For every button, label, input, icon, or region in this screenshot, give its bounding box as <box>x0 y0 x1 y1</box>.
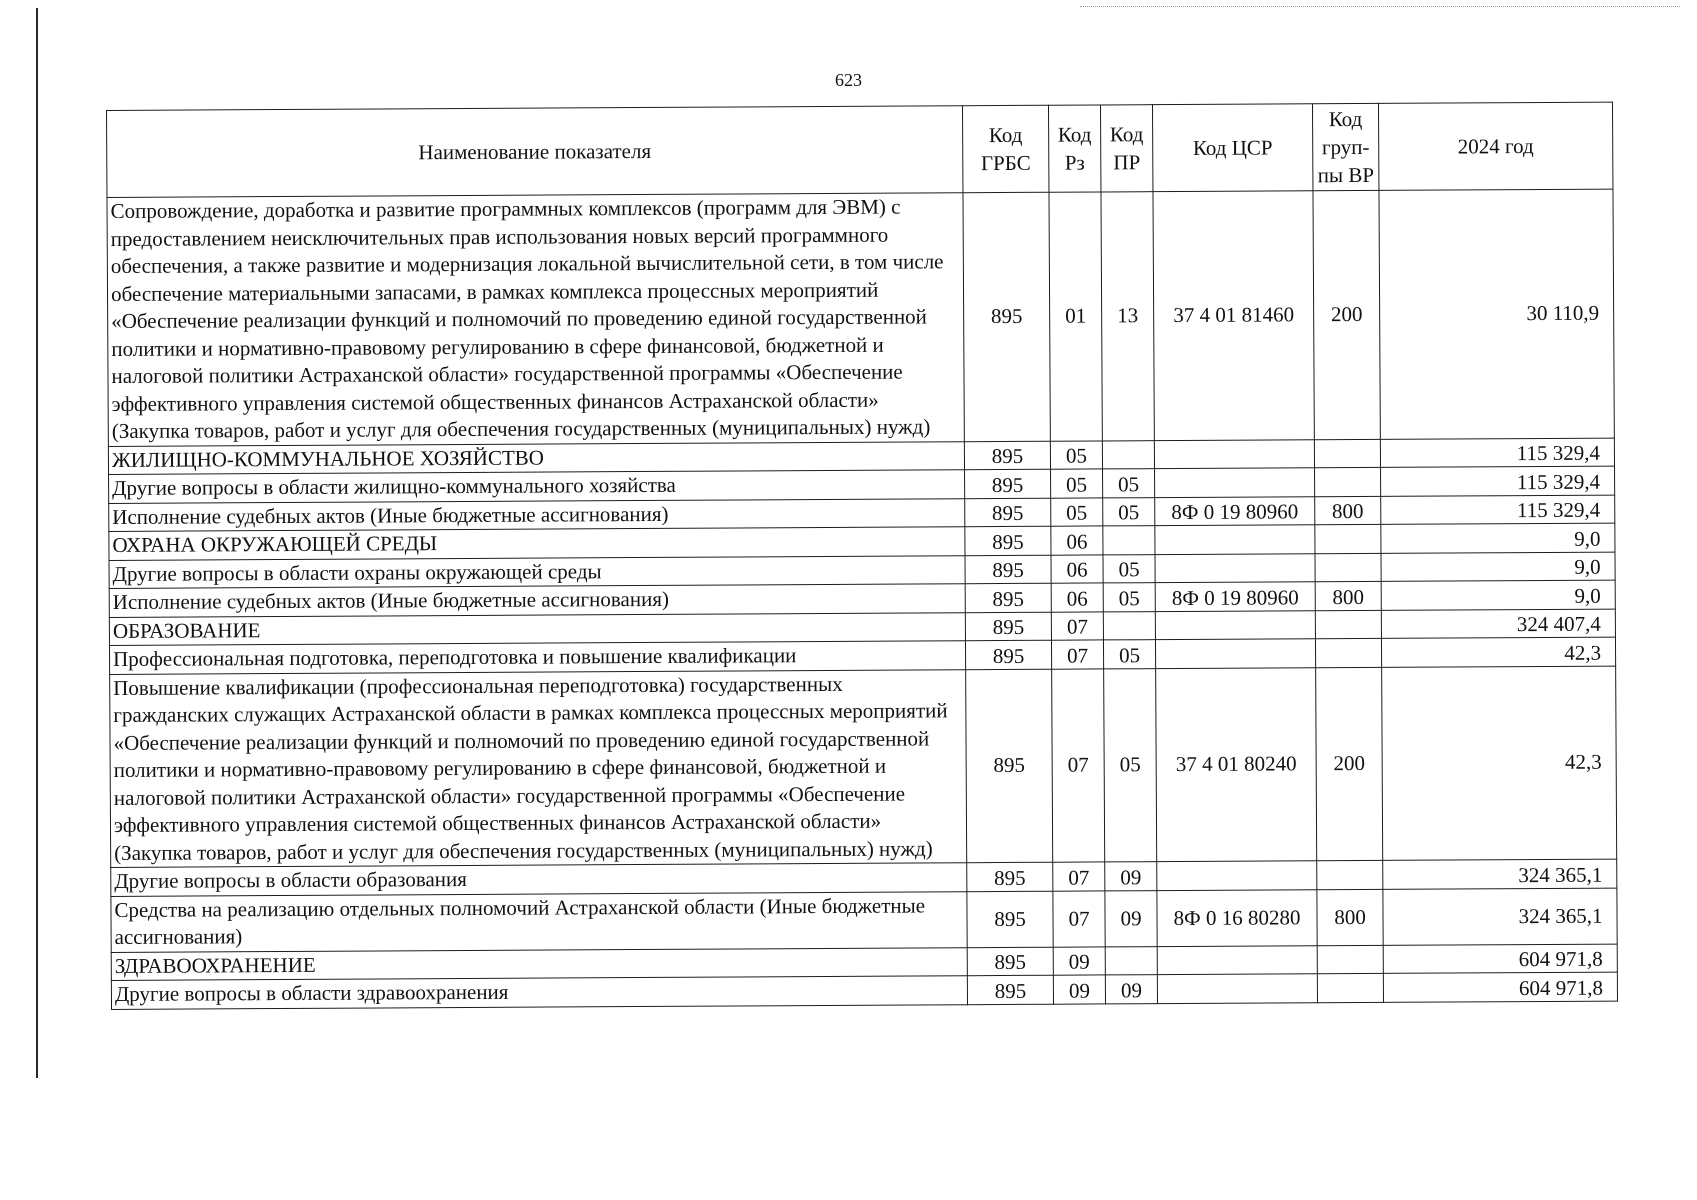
row-name: Средства на реализацию отдельных полномочий Астраханской области (Иные бюджетные ассигнования) <box>111 891 967 952</box>
row-csr: 8Ф 0 16 80280 <box>1157 889 1317 946</box>
row-pr: 05 <box>1103 640 1155 669</box>
row-csr <box>1155 610 1315 639</box>
row-grbs: 895 <box>967 947 1053 976</box>
row-amount: 604 971,8 <box>1383 944 1617 974</box>
header-name: Наименование показателя <box>107 106 963 198</box>
row-grbs: 895 <box>964 441 1050 470</box>
row-csr <box>1155 525 1315 554</box>
row-pr <box>1105 946 1157 975</box>
header-pr: Код ПР <box>1100 105 1152 192</box>
row-vr <box>1317 945 1383 974</box>
table-row <box>110 666 1617 868</box>
row-csr <box>1155 639 1315 668</box>
row-rz: 05 <box>1051 469 1103 498</box>
header-grbs: Код ГРБС <box>962 105 1048 192</box>
row-grbs: 895 <box>966 669 1053 863</box>
row-vr <box>1315 610 1381 639</box>
row-name: Другие вопросы в области охраны окружающей среды <box>109 555 965 588</box>
row-csr <box>1155 553 1315 582</box>
row-grbs: 895 <box>965 469 1051 498</box>
row-pr: 05 <box>1103 469 1155 498</box>
row-amount: 9,0 <box>1381 580 1615 610</box>
row-csr: 37 4 01 80240 <box>1156 667 1317 861</box>
row-rz: 09 <box>1053 946 1105 975</box>
row-vr <box>1315 524 1381 553</box>
row-grbs: 895 <box>967 862 1053 891</box>
row-rz: 07 <box>1051 640 1103 669</box>
row-pr: 09 <box>1105 975 1157 1004</box>
row-vr: 800 <box>1317 889 1383 945</box>
page-number: 623 <box>835 70 862 90</box>
row-vr: 800 <box>1315 581 1381 610</box>
row-pr: 09 <box>1105 890 1157 946</box>
row-vr: 200 <box>1316 667 1383 861</box>
row-vr: 200 <box>1313 190 1380 439</box>
row-csr: 8Ф 0 19 80960 <box>1155 582 1315 611</box>
row-vr <box>1314 439 1380 468</box>
row-pr <box>1103 611 1155 640</box>
row-vr: 800 <box>1315 496 1381 525</box>
row-amount: 324 407,4 <box>1381 609 1615 639</box>
row-pr <box>1102 440 1154 469</box>
row-pr: 05 <box>1104 668 1157 862</box>
row-pr: 13 <box>1101 192 1154 441</box>
header-vr: Код груп-пы ВР <box>1312 103 1378 190</box>
row-name: Другие вопросы в области здравоохранения <box>111 976 967 1009</box>
row-grbs: 895 <box>965 583 1051 612</box>
row-rz: 06 <box>1051 583 1103 612</box>
row-rz: 07 <box>1052 668 1105 862</box>
row-rz: 06 <box>1051 554 1103 583</box>
row-csr <box>1157 945 1317 974</box>
header-year: 2024 год <box>1378 102 1612 190</box>
row-name: ЗДРАВООХРАНЕНИЕ <box>111 947 967 980</box>
row-grbs: 895 <box>965 498 1051 527</box>
row-pr: 05 <box>1103 554 1155 583</box>
budget-table <box>106 102 1618 1010</box>
row-amount: 115 329,4 <box>1381 466 1615 496</box>
row-vr <box>1317 860 1383 889</box>
row-grbs: 895 <box>965 555 1051 584</box>
row-csr <box>1157 861 1317 890</box>
row-grbs: 895 <box>965 640 1051 669</box>
row-grbs: 895 <box>963 192 1050 441</box>
row-pr: 05 <box>1103 583 1155 612</box>
row-grbs: 895 <box>965 526 1051 555</box>
row-pr: 05 <box>1103 497 1155 526</box>
row-name: Исполнение судебных актов (Иные бюджетные ассигнования) <box>109 498 965 531</box>
row-csr <box>1157 974 1317 1003</box>
row-amount: 42,3 <box>1381 637 1615 667</box>
row-name: Сопровождение, доработка и развитие программных комплексов (программ для ЭВМ) с предоставлением неисключительных прав использования новых версий программного обеспечения, а также развитие и модернизация локальной вычислительной сети, в том числе обеспечение материальными запасами, в рамках комплекса процессных мероприятий «Обеспечение реализации функций и полномочий по проведению единой государственной политики и нормативно-правовому регулированию в сфере финансовой, бюджетной и налоговой политики Астраханской области» государственной программы «Обеспечение эффективного управления системой общественных финансов Астраханской области» (Закупка товаров, работ и услуг для обеспечения государственных (муниципальных) нужд) <box>107 193 964 446</box>
row-vr <box>1317 973 1383 1002</box>
row-rz: 07 <box>1051 611 1103 640</box>
scan-dotted-edge <box>1080 6 1680 7</box>
row-name: Исполнение судебных актов (Иные бюджетные ассигнования) <box>109 584 965 617</box>
row-amount: 115 329,4 <box>1380 438 1614 468</box>
row-amount: 42,3 <box>1382 666 1617 861</box>
row-pr <box>1103 526 1155 555</box>
row-grbs: 895 <box>967 891 1053 947</box>
row-amount: 324 365,1 <box>1383 888 1617 945</box>
row-name: Повышение квалификации (профессиональная переподготовка) государственных гражданских служащих Астраханской области в рамках комплекса процессных мероприятий «Обеспечение реализации функций и полномочий по проведению единой государственной политики и нормативно-правовому регулированию в сфере финансовой, бюджетной и налоговой политики Астраханской области» государственной программы «Обеспечение эффективного управления системой общественных финансов Астраханской области» (Закупка товаров, работ и услуг для обеспечения государственных (муниципальных) нужд) <box>110 669 967 867</box>
table-row <box>111 888 1617 952</box>
row-rz: 09 <box>1053 975 1105 1004</box>
row-amount: 9,0 <box>1381 552 1615 582</box>
row-amount: 9,0 <box>1381 523 1615 553</box>
row-csr: 8Ф 0 19 80960 <box>1155 496 1315 525</box>
row-csr: 37 4 01 81460 <box>1153 191 1314 440</box>
row-csr <box>1155 468 1315 497</box>
header-csr: Код ЦСР <box>1152 104 1312 192</box>
header-row <box>107 102 1613 197</box>
row-rz: 07 <box>1053 862 1105 891</box>
row-name: ОБРАЗОВАНИЕ <box>109 612 965 645</box>
row-name: ОХРАНА ОКРУЖАЮЩЕЙ СРЕДЫ <box>109 527 965 560</box>
row-vr <box>1315 553 1381 582</box>
row-name: ЖИЛИЩНО-КОММУНАЛЬНОЕ ХОЗЯЙСТВО <box>108 441 964 474</box>
row-rz: 05 <box>1050 440 1102 469</box>
row-amount: 30 110,9 <box>1379 189 1614 439</box>
header-rz: Код Рз <box>1048 105 1100 192</box>
row-csr <box>1154 439 1314 468</box>
row-pr: 09 <box>1105 862 1157 891</box>
row-rz: 07 <box>1053 890 1105 946</box>
row-vr <box>1315 467 1381 496</box>
row-name: Другие вопросы в области жилищно-коммунального хозяйства <box>109 470 965 503</box>
table-row <box>107 189 1614 446</box>
row-name: Другие вопросы в области образования <box>111 863 967 896</box>
row-amount: 115 329,4 <box>1381 495 1615 525</box>
row-rz: 01 <box>1049 192 1102 441</box>
row-amount: 604 971,8 <box>1383 972 1617 1002</box>
row-amount: 324 365,1 <box>1383 859 1617 889</box>
row-rz: 06 <box>1051 526 1103 555</box>
row-grbs: 895 <box>967 975 1053 1004</box>
row-vr <box>1315 638 1381 667</box>
row-rz: 05 <box>1051 497 1103 526</box>
row-name: Профессиональная подготовка, переподготовка и повышение квалификации <box>109 641 965 674</box>
row-grbs: 895 <box>965 612 1051 641</box>
binding-edge-line <box>36 8 38 1078</box>
